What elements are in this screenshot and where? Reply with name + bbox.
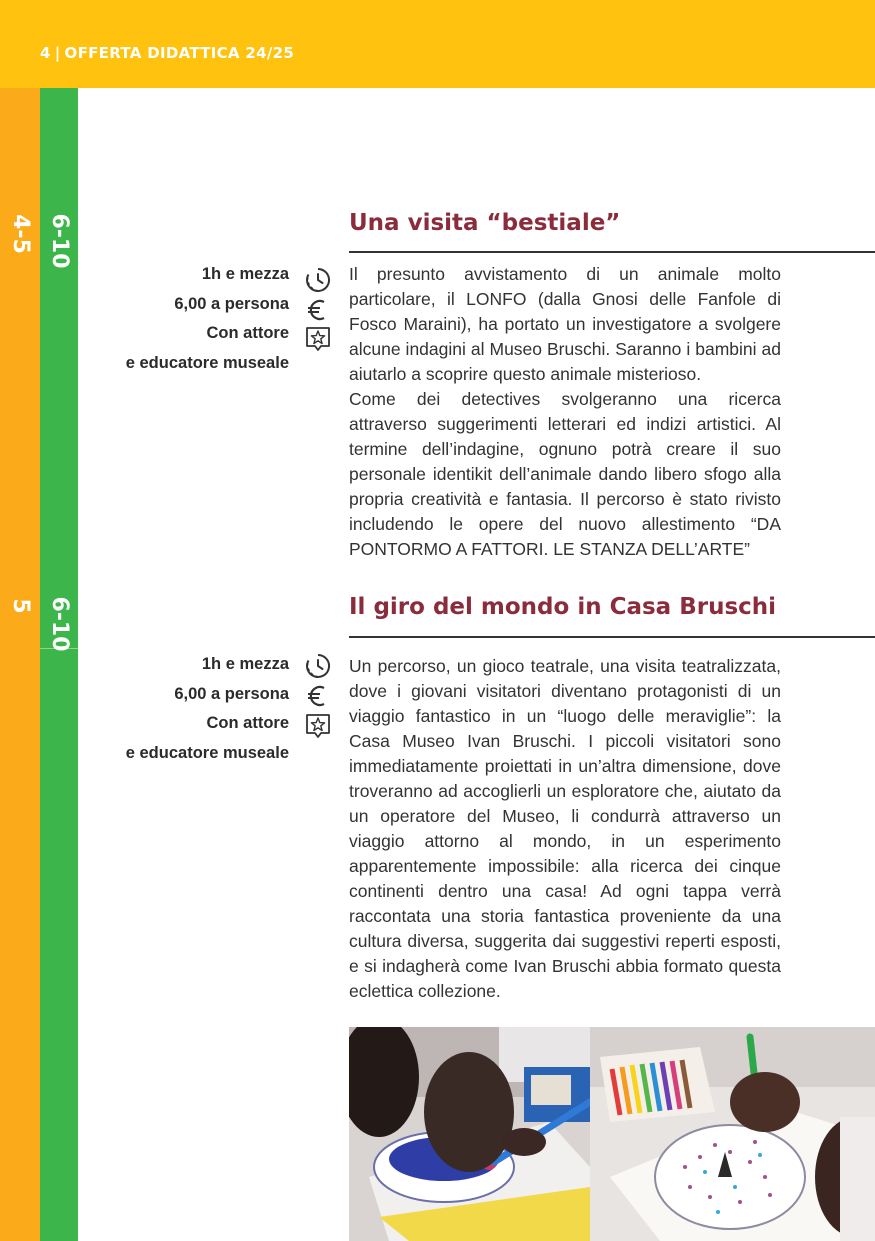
price-text: 6,00 a persona bbox=[174, 294, 289, 313]
duration-text: 1h e mezza bbox=[201, 265, 289, 283]
staff-text-line1: Con attore bbox=[206, 324, 289, 342]
age-label-green-2: 6-10 bbox=[47, 596, 72, 652]
age-label-orange-1: 4-5 bbox=[8, 214, 33, 254]
section-title-2: Il giro del mondo in Casa Bruschi bbox=[349, 594, 777, 620]
staff-text-line2: e educatore museale bbox=[125, 353, 289, 372]
paragraph: Un percorso, un gioco teatrale, una visita teatralizzata, dove i giovani visitatori diventano protagonisti di un viaggio fantastico in un “luogo delle meraviglie”: la Casa Museo Ivan Bruschi. I piccoli visitatori sono immediatamente proiettati in un’altra dimensione, dove troveranno ad accoglierli un esploratore che, aiutato da un operatore del Museo, li condurrà attraverso un viaggio attorno al mondo, in un esperimento apparentemente impossibile: alla ricerca dei cinque continenti dentro una casa! Ad ogni tappa verrà raccontata una storia fantastica proveniente da una cultura diversa, suggerita dai suggestivi reperti esposti, e si indagherà come Ivan Bruschi abbia formato questa eclettica collezione. bbox=[349, 656, 781, 1001]
section-body-1 bbox=[349, 262, 781, 562]
section-meta-2 bbox=[126, 650, 289, 768]
clock-icon bbox=[305, 653, 331, 679]
clock-icon bbox=[305, 267, 331, 293]
page-number: 4 bbox=[40, 44, 51, 62]
duration-text: 1h e mezza bbox=[201, 655, 289, 673]
section-rule-1 bbox=[349, 251, 875, 253]
paragraph: Come dei detectives svolgeranno una ricerca attraverso suggerimenti letterari ed indizi artistici. Al termine dell’indagine, ognuno potrà creare il suo personale identikit dell’animale dando libero sfogo alla propria creatività e fantasia. Il percorso è stato rivisto includendo le opere del nuovo allestimento “DA PONTORMO A FATTORI. LE STANZA DELL’ARTE” bbox=[349, 389, 781, 559]
section-meta-1 bbox=[126, 260, 289, 378]
photo-child-drawing-2 bbox=[590, 1027, 875, 1241]
age-label-orange-2: 5 bbox=[8, 598, 33, 614]
age-label-green-1: 6-10 bbox=[47, 213, 72, 269]
badge-star-icon bbox=[305, 713, 331, 739]
header-label bbox=[40, 44, 294, 62]
staff-text-line2: e educatore museale bbox=[125, 743, 289, 762]
paragraph: Il presunto avvistamento di un animale molto particolare, il LONFO (dalla Gnosi delle Fanfole di Fosco Maraini), ha portato un investigatore a svolgere alcune indagini al Museo Bruschi. Saranno i bambini ad aiutarlo a scoprire questo animale misterioso. bbox=[349, 264, 781, 384]
price-text: 6,00 a persona bbox=[174, 684, 289, 703]
euro-icon bbox=[305, 297, 331, 323]
section-title-1: Una visita “bestiale” bbox=[349, 210, 621, 236]
section-body-2 bbox=[349, 654, 781, 1004]
section-rule-2 bbox=[349, 636, 875, 638]
page-header bbox=[0, 0, 875, 88]
euro-icon bbox=[305, 683, 331, 709]
staff-text-line1: Con attore bbox=[206, 714, 289, 732]
badge-star-icon bbox=[305, 326, 331, 352]
photo-child-drawing-1 bbox=[349, 1027, 590, 1241]
header-title: OFFERTA DIDATTICA 24/25 bbox=[64, 44, 295, 62]
header-separator: | bbox=[54, 44, 61, 62]
